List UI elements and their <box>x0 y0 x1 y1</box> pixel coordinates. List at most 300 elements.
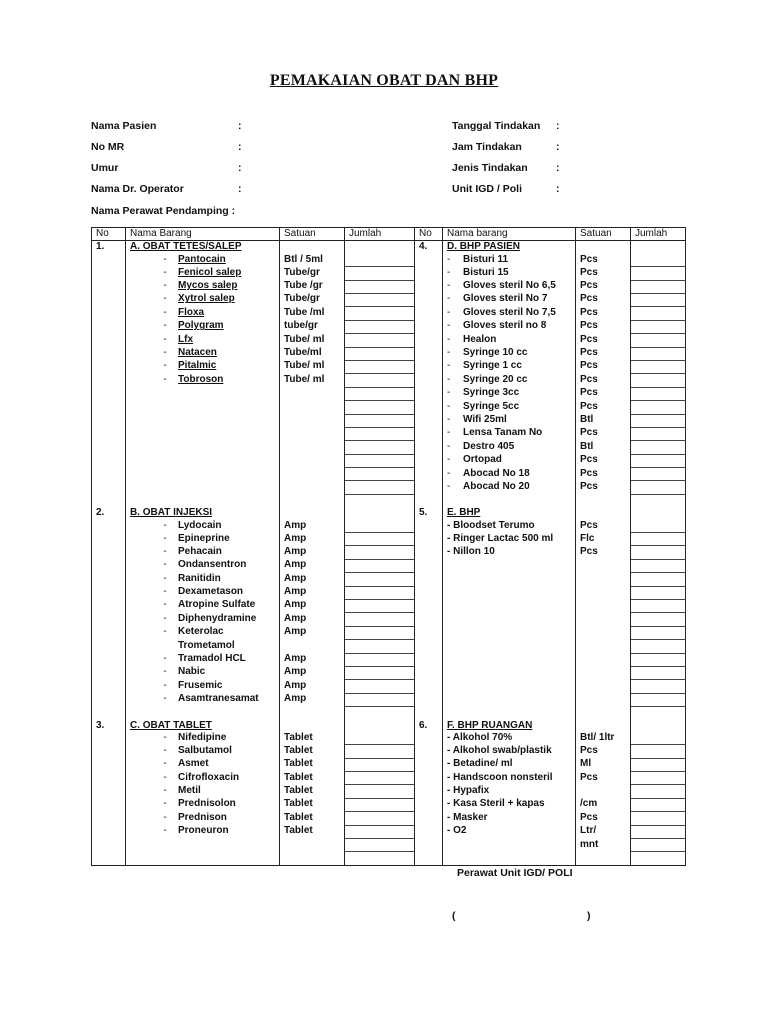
item-name: - Alkohol 70% <box>447 731 513 743</box>
quantity-cell <box>345 559 415 572</box>
empty-cell <box>631 707 686 720</box>
quantity-cell <box>631 653 686 666</box>
item-name-cell <box>443 293 576 306</box>
item-name-cell <box>443 573 576 586</box>
empty-cell <box>92 414 126 427</box>
empty-cell <box>92 852 126 865</box>
item-unit-text: Amp <box>284 572 307 584</box>
section-title <box>443 241 576 254</box>
section-title <box>126 720 280 732</box>
item-name: Prednisolon <box>178 798 236 810</box>
empty-cell <box>443 707 576 720</box>
item-name: Atropine Sulfate <box>178 599 256 611</box>
empty-cell <box>415 758 443 771</box>
item-unit-text: Amp <box>284 612 307 624</box>
item-unit <box>280 414 345 427</box>
item-name-cell <box>126 812 280 825</box>
empty-cell <box>92 293 126 306</box>
section-number <box>92 241 126 254</box>
item-unit <box>280 745 345 758</box>
item-name-cell <box>443 640 576 653</box>
section-title-text: A. OBAT TETES/SALEP <box>130 241 242 253</box>
section-spacer-row <box>92 852 686 865</box>
item-name: Gloves steril No 6,5 <box>463 280 556 292</box>
item-unit <box>576 599 631 612</box>
empty-cell <box>415 468 443 481</box>
item-name: Natacen <box>178 347 217 359</box>
item-name: Destro 405 <box>463 440 515 452</box>
empty-cell <box>415 454 443 467</box>
empty-cell <box>92 387 126 400</box>
item-name-cell <box>443 680 576 693</box>
empty-cell <box>415 307 443 320</box>
item-name: - Alkohol swab/plastik <box>447 744 552 756</box>
item-name-cell <box>443 481 576 494</box>
item-unit-text: Btl / 5ml <box>284 253 323 265</box>
table-row <box>92 401 686 414</box>
item-unit-text: Pcs <box>580 771 598 783</box>
table-row <box>92 307 686 320</box>
empty-cell <box>415 798 443 811</box>
item-name: Syringe 1 cc <box>463 360 522 372</box>
item-name: Proneuron <box>178 825 229 837</box>
item-unit <box>576 626 631 639</box>
empty-cell <box>415 693 443 706</box>
item-name: Gloves steril no 8 <box>463 320 547 332</box>
bullet-dash: - <box>163 626 167 638</box>
item-unit <box>280 626 345 639</box>
item-unit <box>576 640 631 653</box>
quantity-cell <box>631 533 686 546</box>
item-name-cell <box>126 360 280 373</box>
empty-cell <box>92 533 126 546</box>
empty-cell <box>415 613 443 626</box>
item-unit <box>280 267 345 280</box>
empty-cell <box>92 559 126 572</box>
table-row <box>92 427 686 440</box>
item-unit <box>280 758 345 771</box>
signature-close-paren: ) <box>587 910 591 922</box>
bullet-dash: - <box>163 347 167 359</box>
section-title-text: D. BHP PASIEN <box>447 241 520 253</box>
quantity-cell <box>631 573 686 586</box>
quantity-cell <box>345 680 415 693</box>
empty-cell <box>92 401 126 414</box>
item-unit-text: Amp <box>284 693 307 705</box>
bullet-dash: - <box>163 731 167 743</box>
item-name: Prednison <box>178 811 227 823</box>
empty-cell <box>415 785 443 798</box>
item-name-cell <box>126 374 280 387</box>
item-name-cell <box>126 599 280 612</box>
empty-cell <box>92 468 126 481</box>
item-unit <box>576 785 631 798</box>
quantity-cell <box>345 307 415 320</box>
item-name-cell <box>443 559 576 572</box>
quantity-cell <box>631 586 686 599</box>
item-unit <box>280 293 345 306</box>
item-unit-text: Pcs <box>580 347 598 359</box>
item-unit <box>280 320 345 333</box>
empty-cell <box>415 745 443 758</box>
quantity-cell <box>345 798 415 811</box>
item-unit <box>280 546 345 559</box>
item-unit <box>280 812 345 825</box>
quantity-cell <box>345 812 415 825</box>
bullet-dash: - <box>163 825 167 837</box>
column-header <box>631 228 686 241</box>
item-name: Lydocain <box>178 519 222 531</box>
item-name-cell <box>443 772 576 785</box>
item-unit-text: Tablet <box>284 784 313 796</box>
item-name: Salbutamol <box>178 744 232 756</box>
empty-cell <box>415 533 443 546</box>
empty-cell <box>415 599 443 612</box>
table-row <box>92 653 686 666</box>
quantity-cell <box>345 785 415 798</box>
section-number <box>415 720 443 732</box>
item-unit <box>280 772 345 785</box>
item-unit-text: Amp <box>284 586 307 598</box>
item-unit <box>280 387 345 400</box>
empty-cell <box>415 360 443 373</box>
item-name: Epineprine <box>178 532 230 544</box>
item-unit-text: Pcs <box>580 360 598 372</box>
item-name-cell <box>443 825 576 838</box>
bullet-dash: - <box>163 572 167 584</box>
quantity-cell <box>345 468 415 481</box>
signature-open-paren: ( <box>452 910 456 922</box>
bullet-dash: - <box>447 400 451 412</box>
empty-cell <box>576 720 631 732</box>
column-header-text: No <box>419 228 432 239</box>
empty-cell <box>92 307 126 320</box>
empty-cell <box>576 507 631 519</box>
empty-cell <box>415 387 443 400</box>
table-row <box>92 320 686 333</box>
quantity-cell <box>631 559 686 572</box>
empty-cell <box>92 320 126 333</box>
empty-cell <box>345 707 415 720</box>
item-name-cell <box>126 772 280 785</box>
quantity-cell <box>345 454 415 467</box>
item-unit <box>576 360 631 373</box>
quantity-cell <box>631 732 686 745</box>
empty-cell <box>415 666 443 679</box>
table-row <box>92 798 686 811</box>
quantity-cell <box>345 427 415 440</box>
item-unit-text: Tube/ml <box>284 347 322 359</box>
item-name: Fenicol salep <box>178 266 242 278</box>
item-name-cell <box>126 280 280 293</box>
item-name: - Bloodset Terumo <box>447 519 535 531</box>
empty-cell <box>415 640 443 653</box>
item-unit <box>280 732 345 745</box>
item-name-cell <box>443 666 576 679</box>
item-unit <box>576 374 631 387</box>
column-header <box>443 228 576 241</box>
column-header-text: Jumlah <box>635 228 668 239</box>
bullet-dash: - <box>163 320 167 332</box>
empty-cell <box>92 745 126 758</box>
item-unit-text: Tube /gr <box>284 280 323 292</box>
empty-cell <box>92 680 126 693</box>
empty-cell <box>92 613 126 626</box>
column-header-text: Nama Barang <box>130 228 192 239</box>
empty-cell <box>92 626 126 639</box>
table-row <box>92 559 686 572</box>
section-spacer-row <box>92 707 686 720</box>
table-row <box>92 693 686 706</box>
quantity-cell <box>345 387 415 400</box>
section-number <box>415 241 443 254</box>
bullet-dash: - <box>447 306 451 318</box>
item-unit <box>576 546 631 559</box>
empty-cell <box>415 441 443 454</box>
bullet-dash: - <box>447 414 451 425</box>
item-unit-text: Pcs <box>580 519 598 531</box>
table-row <box>92 293 686 306</box>
table-row <box>92 586 686 599</box>
quantity-cell <box>631 745 686 758</box>
item-unit-text: Pcs <box>580 454 598 466</box>
quantity-cell <box>345 839 415 852</box>
item-name-cell <box>443 414 576 427</box>
quantity-cell <box>631 320 686 333</box>
empty-cell <box>415 347 443 360</box>
column-header <box>126 228 280 241</box>
empty-cell <box>631 241 686 254</box>
item-unit-text: /cm <box>580 798 598 810</box>
empty-cell <box>280 494 345 507</box>
item-name-cell <box>126 307 280 320</box>
column-header <box>92 228 126 241</box>
empty-cell <box>415 732 443 745</box>
empty-cell <box>576 707 631 720</box>
item-unit <box>576 347 631 360</box>
table-row <box>92 772 686 785</box>
quantity-cell <box>631 307 686 320</box>
quantity-cell <box>631 613 686 626</box>
item-unit <box>576 666 631 679</box>
quantity-cell <box>345 599 415 612</box>
empty-cell <box>92 267 126 280</box>
bullet-dash: - <box>447 427 451 439</box>
item-unit-text: Pcs <box>580 744 598 756</box>
item-name-cell <box>443 653 576 666</box>
item-unit-text: Tube/ ml <box>284 360 325 372</box>
empty-cell <box>415 320 443 333</box>
item-name: - Masker <box>447 811 488 823</box>
item-name: Ondansentron <box>178 559 247 571</box>
quantity-cell <box>345 360 415 373</box>
table-row <box>92 613 686 626</box>
bullet-dash: - <box>163 811 167 823</box>
section-number <box>92 507 126 519</box>
item-unit <box>576 520 631 533</box>
bullet-dash: - <box>163 744 167 756</box>
item-unit-text: Amp <box>284 532 307 544</box>
item-name-cell <box>126 626 280 639</box>
item-unit <box>280 441 345 454</box>
empty-cell <box>280 720 345 732</box>
empty-cell <box>92 494 126 507</box>
table-row <box>92 468 686 481</box>
quantity-cell <box>631 599 686 612</box>
quantity-cell <box>631 454 686 467</box>
item-name: Polygram <box>178 320 224 332</box>
bullet-dash: - <box>447 293 451 305</box>
item-unit <box>280 613 345 626</box>
quantity-cell <box>631 387 686 400</box>
item-name-cell <box>443 374 576 387</box>
item-unit-text: Tube /ml <box>284 306 325 318</box>
quantity-cell <box>631 546 686 559</box>
item-unit-text: Pcs <box>580 333 598 345</box>
item-unit <box>576 254 631 267</box>
item-name: Wifi 25ml <box>463 414 507 425</box>
table-row <box>92 573 686 586</box>
item-unit <box>280 573 345 586</box>
bullet-dash: - <box>447 266 451 278</box>
quantity-cell <box>345 666 415 679</box>
item-name-cell <box>443 812 576 825</box>
empty-cell <box>92 441 126 454</box>
empty-cell <box>631 852 686 865</box>
section-title <box>443 507 576 519</box>
empty-cell <box>92 640 126 653</box>
item-unit-text: Amp <box>284 599 307 611</box>
item-name: Lfx <box>178 333 193 345</box>
table-row <box>92 414 686 427</box>
quantity-cell <box>631 772 686 785</box>
bullet-dash: - <box>163 666 167 678</box>
item-unit <box>280 280 345 293</box>
quantity-cell <box>631 785 686 798</box>
bullet-dash: - <box>163 679 167 691</box>
quantity-cell <box>345 520 415 533</box>
quantity-cell <box>345 414 415 427</box>
empty-cell <box>345 720 415 732</box>
item-name: Bisturi 15 <box>463 266 509 278</box>
item-name: - Betadine/ ml <box>447 758 513 770</box>
item-unit <box>576 732 631 745</box>
section-title-row <box>92 241 686 254</box>
item-unit-text: Pcs <box>580 480 598 492</box>
item-name-cell <box>443 798 576 811</box>
bullet-dash: - <box>163 373 167 385</box>
item-name: Dexametason <box>178 586 244 598</box>
empty-cell <box>415 334 443 347</box>
empty-cell <box>415 374 443 387</box>
header-colon-right-1: : <box>556 141 560 153</box>
item-unit <box>280 481 345 494</box>
bullet-dash: - <box>447 253 451 265</box>
item-unit-text: Amp <box>284 545 307 557</box>
table-row <box>92 360 686 373</box>
item-name-cell <box>443 307 576 320</box>
item-name-cell <box>126 441 280 454</box>
item-name: Healon <box>463 333 497 345</box>
empty-cell <box>415 707 443 720</box>
item-unit <box>576 798 631 811</box>
empty-cell <box>92 732 126 745</box>
item-name: Ranitidin <box>178 572 221 584</box>
header-colon-left-2: : <box>238 162 242 174</box>
item-unit <box>576 613 631 626</box>
empty-cell <box>92 520 126 533</box>
quantity-cell <box>631 680 686 693</box>
empty-cell <box>92 758 126 771</box>
section-title-text: F. BHP RUANGAN <box>447 719 533 731</box>
item-name: Syringe 10 cc <box>463 347 528 359</box>
item-name-cell <box>443 613 576 626</box>
item-unit <box>280 559 345 572</box>
table-row <box>92 626 686 639</box>
quantity-cell <box>345 772 415 785</box>
item-name-cell <box>126 680 280 693</box>
item-unit <box>280 374 345 387</box>
item-unit-text: Pcs <box>580 280 598 292</box>
table-row <box>92 812 686 825</box>
column-header <box>576 228 631 241</box>
quantity-cell <box>345 280 415 293</box>
empty-cell <box>92 666 126 679</box>
bullet-dash: - <box>163 559 167 571</box>
table-row <box>92 599 686 612</box>
item-name: - Ringer Lactac 500 ml <box>447 532 554 544</box>
empty-cell <box>345 852 415 865</box>
item-name: Ortopad <box>463 454 502 466</box>
item-unit-text: Amp <box>284 519 307 531</box>
item-unit-text: Amp <box>284 559 307 571</box>
item-unit <box>280 334 345 347</box>
signature-label: Perawat Unit IGD/ POLI <box>457 867 573 879</box>
item-unit-text: mnt <box>580 838 599 850</box>
item-name-cell <box>126 401 280 414</box>
header-label-left-2: Umur <box>91 162 119 174</box>
empty-cell <box>415 427 443 440</box>
item-unit <box>280 254 345 267</box>
item-name-cell <box>443 320 576 333</box>
item-name: Pehacain <box>178 545 222 557</box>
item-unit <box>280 307 345 320</box>
quantity-cell <box>345 626 415 639</box>
section-title <box>126 241 280 254</box>
table-row <box>92 280 686 293</box>
item-name-cell <box>443 334 576 347</box>
quantity-cell <box>345 653 415 666</box>
item-unit <box>576 745 631 758</box>
item-name: Floxa <box>178 306 205 318</box>
item-unit-text: Pcs <box>580 400 598 412</box>
table-row <box>92 374 686 387</box>
bullet-dash: - <box>163 784 167 796</box>
item-unit-text: Btl <box>580 414 594 425</box>
table-row <box>92 387 686 400</box>
item-name: Tramadol HCL <box>178 653 246 665</box>
table-row <box>92 839 686 852</box>
table-row <box>92 745 686 758</box>
item-name-cell <box>443 454 576 467</box>
section-title-row <box>92 720 686 732</box>
item-unit-text: Amp <box>284 666 307 678</box>
item-unit <box>576 307 631 320</box>
empty-cell <box>415 280 443 293</box>
item-unit-text: Pcs <box>580 306 598 318</box>
item-name-cell <box>126 293 280 306</box>
table-row <box>92 347 686 360</box>
